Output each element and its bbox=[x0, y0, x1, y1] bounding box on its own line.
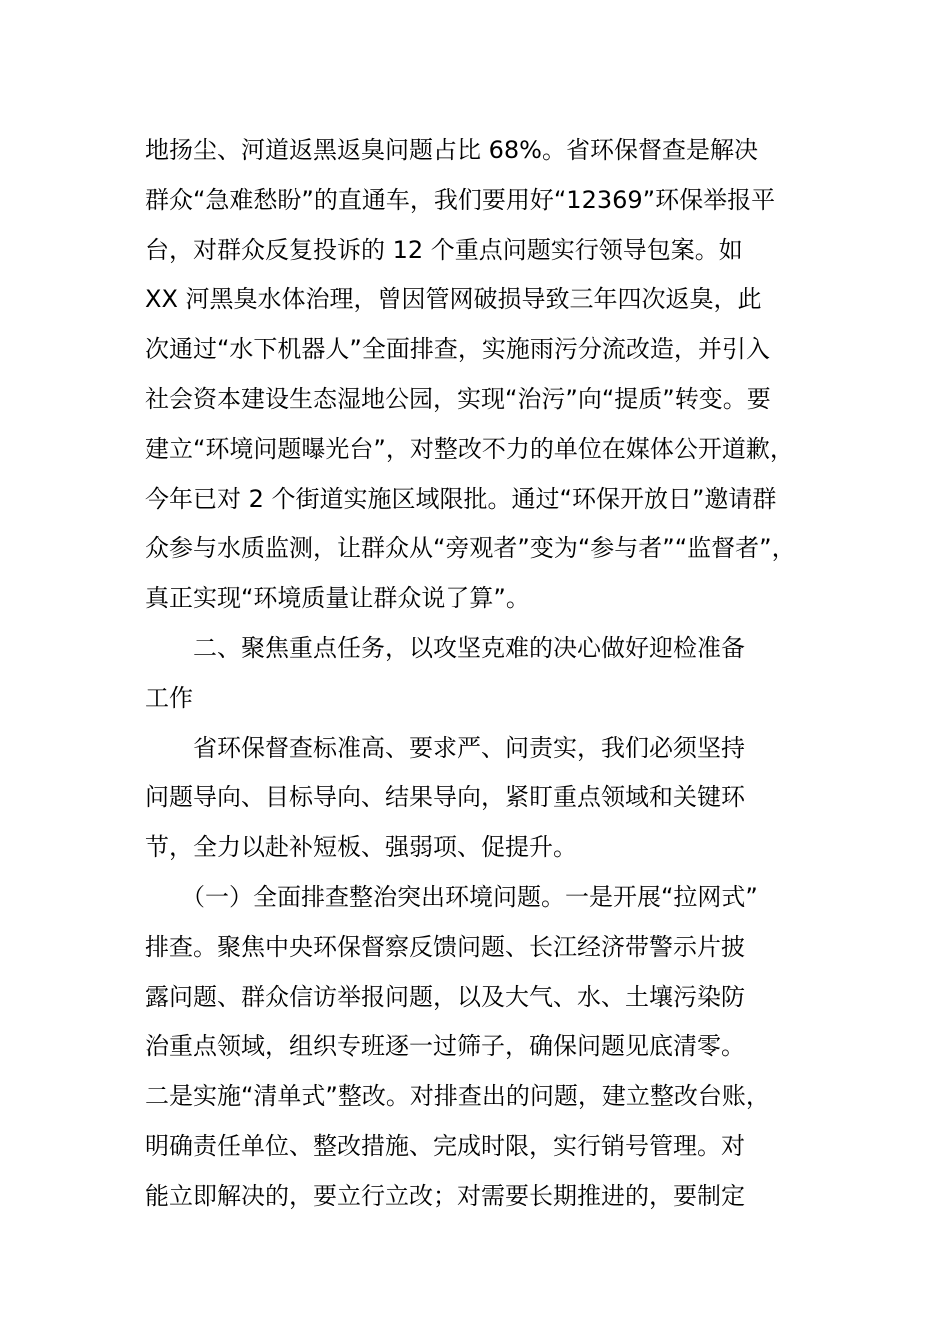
text-line: 节，全力以赴补短板、强弱项、促提升。 bbox=[145, 833, 577, 862]
section-heading-line: 工作 bbox=[145, 683, 193, 712]
text-line: 治重点领域，组织专班逐一过筛子，确保问题见底清零。 bbox=[145, 1032, 745, 1061]
text-line: 社会资本建设生态湿地公园，实现“治污”向“提质”转变。要 bbox=[145, 384, 771, 413]
text-line: 问题导向、目标导向、结果导向，紧盯重点领域和关键环 bbox=[145, 783, 745, 812]
text-line: 真正实现“环境质量让群众说了算”。 bbox=[145, 584, 530, 613]
text-line: 今年已对 2 个街道实施区域限批。通过“环保开放日”邀请群 bbox=[145, 484, 777, 513]
subsection-line: （一）全面排查整治突出环境问题。一是开展“拉网式” bbox=[145, 882, 758, 911]
section-heading-line: 二、聚焦重点任务，以攻坚克难的决心做好迎检准备 bbox=[145, 633, 745, 662]
text-line: 众参与水质监测，让群众从“旁观者”变为“参与者”“监督者”， bbox=[145, 534, 796, 563]
text-line: 次通过“水下机器人”全面排查，实施雨污分流改造，并引入 bbox=[145, 335, 770, 364]
body-text bbox=[145, 126, 835, 1222]
text-line: 明确责任单位、整改措施、完成时限，实行销号管理。对 bbox=[145, 1131, 745, 1160]
text-line: 露问题、群众信访举报问题，以及大气、水、土壤污染防 bbox=[145, 982, 745, 1011]
text-line: 地扬尘、河道返黑返臭问题占比 68%。省环保督查是解决 bbox=[145, 136, 758, 164]
text-line: XX 河黑臭水体治理，曾因管网破损导致三年四次返臭，此 bbox=[145, 285, 762, 314]
text-line: 二是实施“清单式”整改。对排查出的问题，建立整改台账， bbox=[145, 1082, 770, 1111]
text-line: 群众“急难愁盼”的直通车，我们要用好“12369”环保举报平 bbox=[145, 185, 776, 214]
text-line: 省环保督查标准高、要求严、问责实，我们必须坚持 bbox=[145, 733, 745, 762]
text-line: 建立“环境问题曝光台”，对整改不力的单位在媒体公开道歉， bbox=[145, 434, 794, 463]
text-line: 排查。聚焦中央环保督察反馈问题、长江经济带警示片披 bbox=[145, 932, 745, 961]
text-line: 能立即解决的，要立行立改；对需要长期推进的，要制定 bbox=[145, 1181, 745, 1210]
text-line: 台，对群众反复投诉的 12 个重点问题实行领导包案。如 bbox=[145, 235, 743, 264]
